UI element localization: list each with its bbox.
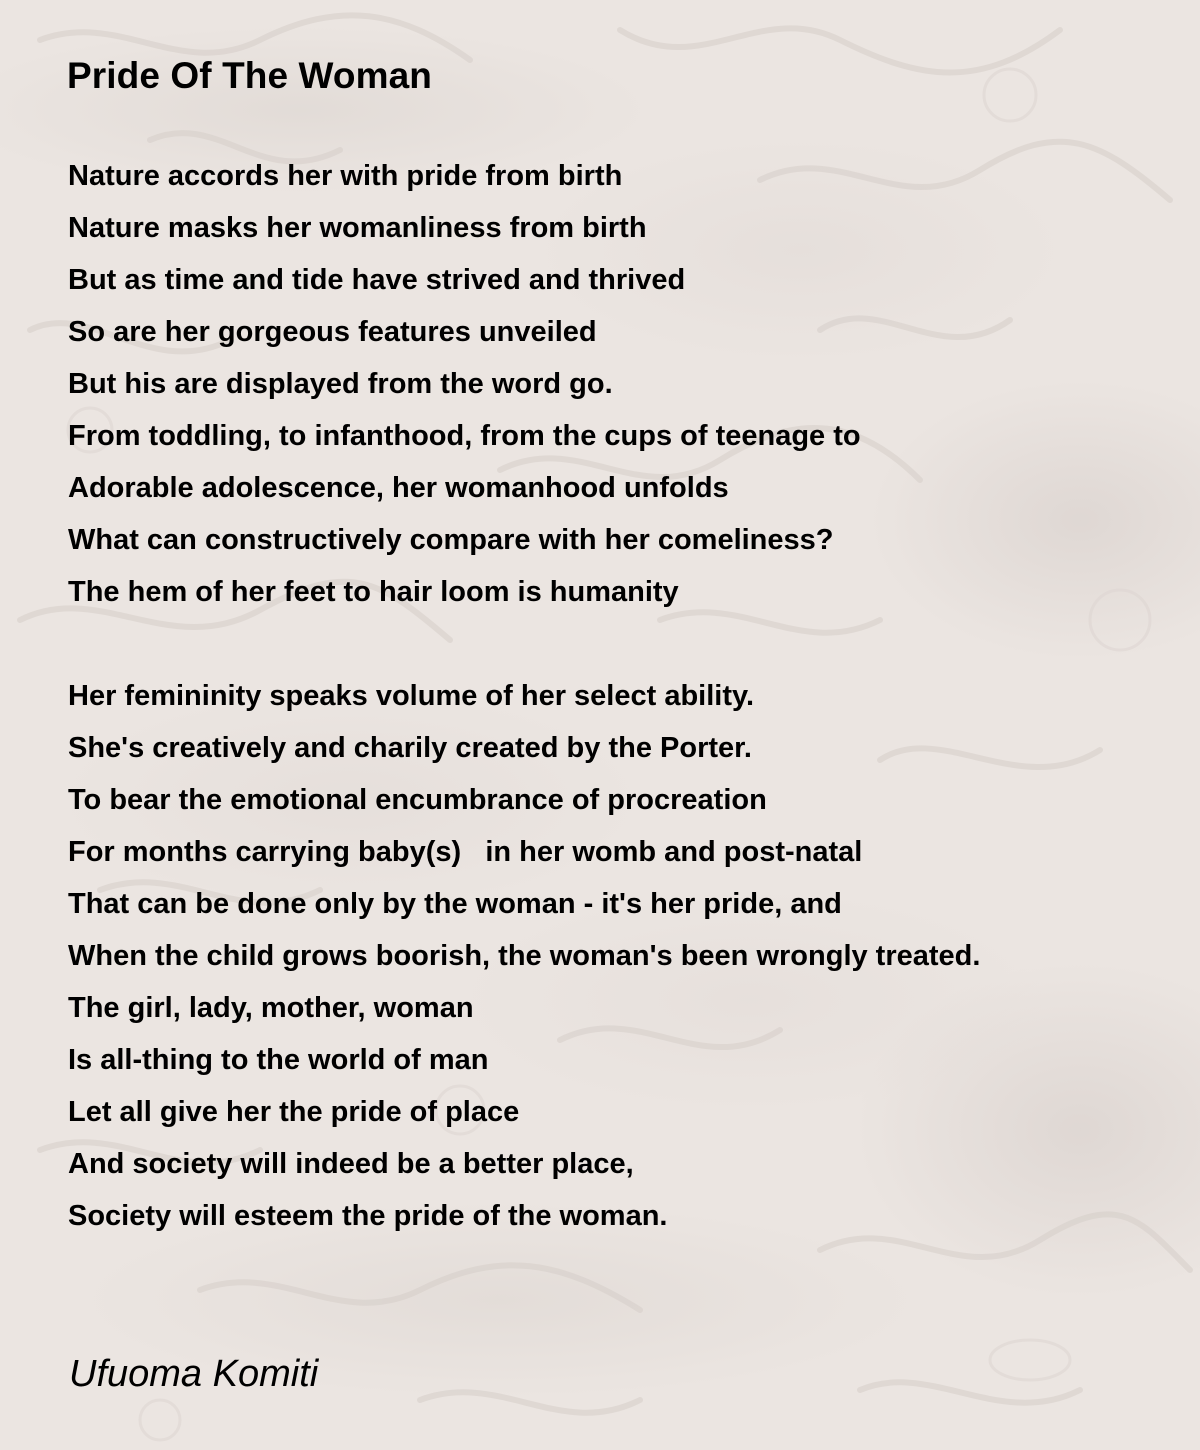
- poem-line: Society will esteem the pride of the woman.: [68, 1200, 668, 1232]
- poem-line: What can constructively compare with her comeliness?: [68, 524, 834, 556]
- poem-line: Is all-thing to the world of man: [68, 1044, 489, 1076]
- poem-line: Let all give her the pride of place: [68, 1096, 520, 1128]
- poem-line: The hem of her feet to hair loom is humanity: [68, 576, 679, 608]
- author-name: Ufuoma Komiti: [69, 1353, 319, 1395]
- poem-line: So are her gorgeous features unveiled: [68, 316, 597, 348]
- poem-line: When the child grows boorish, the woman's been wrongly treated.: [68, 940, 981, 972]
- poem-line: Adorable adolescence, her womanhood unfolds: [68, 472, 729, 504]
- poem-line: But as time and tide have strived and thrived: [68, 264, 686, 296]
- stanza-1: [68, 152, 861, 620]
- poem-line: To bear the emotional encumbrance of procreation: [68, 784, 767, 816]
- poem-line: Nature accords her with pride from birth: [68, 160, 623, 192]
- poem-line: From toddling, to infanthood, from the cups of teenage to: [68, 420, 861, 452]
- stanza-2: [68, 672, 980, 1244]
- poem-line: And society will indeed be a better place,: [68, 1148, 634, 1180]
- poem-title: Pride Of The Woman: [67, 55, 432, 96]
- poem-line: Nature masks her womanliness from birth: [68, 212, 647, 244]
- poem-line: That can be done only by the woman - it's her pride, and: [68, 888, 842, 920]
- poem-line: But his are displayed from the word go.: [68, 368, 613, 400]
- poem-line: She's creatively and charily created by the Porter.: [68, 732, 752, 764]
- poem-line: For months carrying baby(s) in her womb and post-natal: [68, 836, 863, 868]
- poem-line: The girl, lady, mother, woman: [68, 992, 474, 1024]
- poem-line: Her femininity speaks volume of her select ability.: [68, 680, 755, 712]
